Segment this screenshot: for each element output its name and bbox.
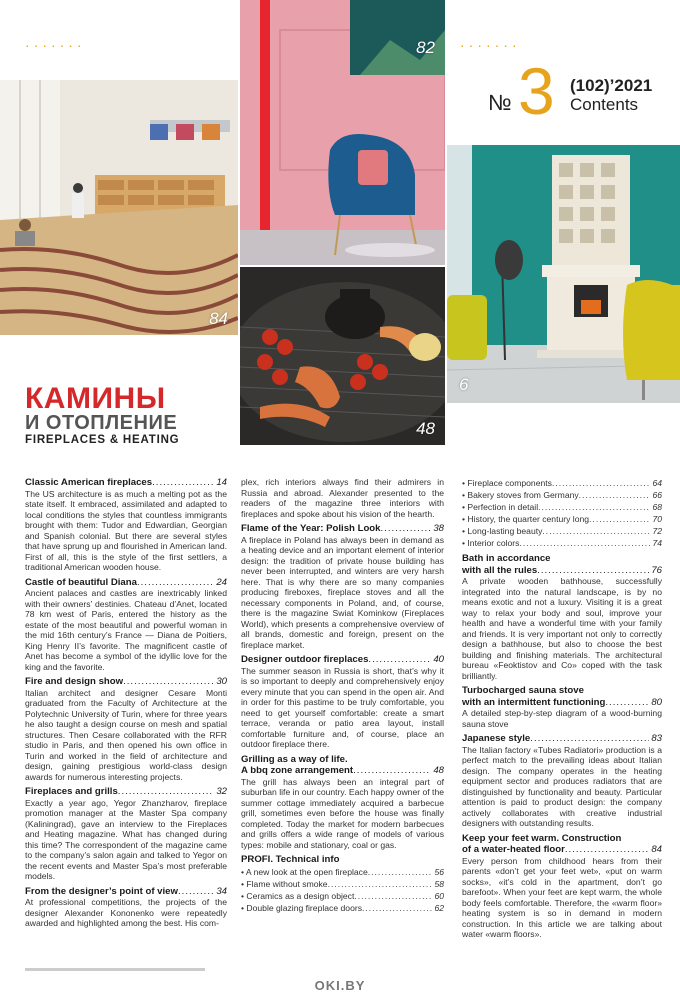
watermark: OKI.BY [314, 978, 366, 993]
contents-column-1 [25, 477, 227, 933]
entry-title-line: with all the rules [462, 564, 538, 576]
profi-item: • Bakery stoves from Germany ..... 66 [462, 489, 662, 501]
entry-text: The Italian factory «Tubes Radiatori» production is a perfect match to the prevailing ideas about Italian design. The company operates in the heating equipment sector and produces radiators that are distinguished by functionality and beauty. Particular attention is paid to product design: the company actively collaborates with creative industrial designers with outstanding results. [462, 744, 662, 828]
entry-title-line: of a water-heated floor [462, 844, 565, 855]
contents-entry [241, 754, 444, 851]
profi-item: • Long-lasting beauty ..... 72 [462, 525, 662, 537]
tiled-stove-illustration [447, 145, 680, 403]
entry-text: The US architecture is as much a melting pot as the state itself. It embraced, assimilated and adapted to local conditions the styles that countless immigrants brought with them: Tudor and Edwardian, Georgian and Spanish colonial. But there are several styles that have sprung up and flourished in American land. First of all, this is the style of the first settlers, a traditional American wooden house. [25, 488, 227, 572]
entry-text: A private wooden bathhouse, successfully integrated into the natural landscape, is by no means exotic and not a luxury. Visiting it is a great way to relax your body and soul, improve your health and have a wonderful time with your family and friends. It is very important not only to correctly design a bathhouse, but also to choose the best building and finishing materials. The architectural bureau «Feoktistov and Co» coped with the task brilliantly. [462, 576, 662, 681]
entry-title: Designer outdoor fireplaces [241, 654, 369, 665]
issue-number: 3 [518, 54, 555, 128]
entry-text: Ancient palaces and castles are inextricably linked with their owners’ destinies. Chateau d’Anet, located 78 km west of Paris, entered the history as the estate of the most beautiful and powerful woman in the mid 16th century’s France — Diana de Poitiers, King Henry II’s favorite. The magnificent castle of Anet has become a symbol of the idyllic love for the king and the favorite. [25, 588, 227, 672]
contents-entry [462, 685, 662, 729]
contents-entry [462, 833, 662, 940]
entry-page: 84 [651, 844, 662, 855]
magazine-logo [25, 382, 235, 447]
entry-title: Fireplaces and grills [25, 786, 118, 797]
entry-title-line: Bath in accordance [462, 553, 551, 564]
profi-section [241, 854, 444, 914]
entry-text: The grill has always been an integral part of suburban life in our country. Each happy owner of the summer cottage immediately acquired a barbecue grill, sometimes even before the house was finally completed. Today the market for modern barbecues and grills offers a wide range of models of various types: mobile and stationary, coal or gas. [241, 776, 444, 850]
entry-title-line: Grilling as a way of life. [241, 753, 348, 765]
entry-title: Classic American fireplaces [25, 477, 153, 488]
profi-item: • History, the quarter century long ..... 70 [462, 513, 662, 525]
entry-page: 32 [216, 786, 227, 797]
profi-item: • Fireplace components ..... 64 [462, 477, 662, 489]
entry-page: 38 [433, 523, 444, 534]
contents-column-3 [462, 477, 662, 944]
entry-text: The summer season in Russia is short, that’s why it is so important to deeply and comprehensively enjoy every minute that you can spend in the open air. And in order for this pastime to be truly comfortable, you need to get yourself comfortable: create a smart terrace, veranda or patio area layout, install comfortable furniture and, of course, place an outdoor fireplace there. [241, 665, 444, 749]
entry-page: 40 [433, 654, 444, 665]
entry-text: A fireplace in Poland has always been in demand as a heating device and an important element of interior design: the tradition of private house building has never been interrupted, and winters are very harsh here. That is why there are so many companies producing fireboxes, fireplace stoves and all the necessary components in Poland, and, of course, there is the magazine Swiat Kominkow (Fireplaces World), which presents a comprehensive overview of all brands, domestic and foreign, present on the fireplace market. [241, 534, 444, 650]
entry-text: Italian architect and designer Cesare Monti graduated from the Faculty of Architecture at the Polytechnic University of Turin, where for three years he also taught a design course on mesh and spatial structures. Then Cesare collaborated with the RFR studio in Paris, and then opened his own office in Turin and worked in the field of architecture and design, gaining prestigious world-class design awards for numerous interesting projects. [25, 687, 227, 782]
photo-page-number: 84 [209, 309, 228, 328]
children-room-illustration [0, 80, 238, 335]
decorative-dots-left: ······· [25, 37, 86, 53]
pink-chair-photo [240, 0, 445, 265]
entry-page: 76 [651, 564, 662, 576]
entry-title-line: with an intermittent functioning [462, 696, 606, 708]
contents-entry [25, 477, 227, 573]
contents-entry [241, 654, 444, 750]
profi-item: • Interior colors ..... 74 [462, 537, 662, 549]
entry-text: A detailed step-by-step diagram of a wood-burning sauna stove [462, 708, 662, 729]
entry-page: 24 [216, 576, 227, 588]
entry-text-continued: plex, rich interiors always find their admirers in Russia and abroad. Alexander presented to the readers of the magazine three interiors with fireplaces and spoke about his vision of the hearth. [241, 477, 444, 519]
contents-entry [25, 886, 227, 929]
issue-header [488, 54, 678, 130]
profi-items-continued [462, 477, 662, 549]
entry-text: At professional competitions, the projects of the designer Alexander Kononenko were repeatedly awarded and highlighted among the best. His com- [25, 897, 227, 928]
profi-item: • Perfection in detail ..... 68 [462, 501, 662, 513]
photo-page-number: 6 [459, 375, 469, 394]
contents-entry [25, 786, 227, 882]
entry-text: Exactly a year ago, Yegor Zhanzharov, fireplace promotion manager at the Master Spa company (Kaliningrad), gave an interview to the Fireplaces and Heating magazine. What has changed during this time? The correspondent of the magazine came to the company’s salon again and talked to Yegor on the recent events and Master Spa’s most preferable models. [25, 797, 227, 881]
entry-title-line: A bbq zone arrangement [241, 765, 354, 776]
issue-number-symbol: № [488, 90, 512, 115]
profi-item: • A new look at the open fireplace ..... 56 [241, 866, 444, 878]
logo-line-3: FIREPLACES & HEATING [25, 434, 180, 446]
profi-item: • Flame without smoke ..... 58 [241, 878, 444, 890]
entry-title: Fire and design show [25, 676, 124, 687]
entry-page: 83 [651, 733, 662, 744]
profi-item: • Ceramics as a design object ..... 60 [241, 890, 444, 902]
entry-title-line: Keep your feet warm. Construction [462, 832, 622, 844]
contents-entry [462, 553, 662, 681]
bbq-grill-photo [240, 267, 445, 445]
entry-page: 14 [216, 477, 227, 488]
entry-page: 48 [433, 765, 444, 776]
profi-title: PROFI. Technical info [241, 854, 340, 865]
pink-room-illustration [240, 0, 445, 265]
contents-entry [241, 523, 444, 650]
profi-item: • Double glazing fireplace doors ..... 62 [241, 902, 444, 914]
entry-page: 34 [216, 885, 227, 897]
entry-title: From the designer’s point of view [25, 885, 178, 897]
entry-page: 80 [651, 696, 662, 708]
entry-title: Castle of beautiful Diana [25, 576, 137, 588]
contents-column-2 [241, 477, 444, 918]
entry-text: Every person from childhood hears from their parents «don’t get your feet wet», «put on warm socks», «it’s cold in the apartment, don’t go barefoot». When your feet are kept warm, the whole body feels comfortable. Therefore, the «warm floor» heating system is so in demand in modern construction. In this article we are talking about water «warm floors». [462, 855, 662, 939]
photo-page-number: 48 [416, 419, 435, 438]
logo-line-2: И ОТОПЛЕНИЕ [25, 412, 178, 434]
contents-label: Contents [570, 95, 639, 114]
entry-title: Japanese style [462, 733, 531, 744]
entry-page: 30 [216, 676, 227, 687]
decorative-dots-right: ······· [460, 37, 521, 53]
contents-entry [462, 733, 662, 829]
bbq-grill-illustration [240, 267, 445, 445]
logo-line-1: КАМИНЫ [25, 382, 166, 415]
contents-entry [25, 676, 227, 782]
entry-title: Flame of the Year: Polish Look [241, 523, 381, 534]
footer-rule [25, 968, 205, 971]
contents-entry [25, 577, 227, 673]
issue-detail: (102)’2021 [570, 76, 653, 95]
tiled-stove-photo [447, 145, 680, 403]
children-room-photo [0, 80, 238, 335]
entry-title-line: Turbocharged sauna stove [462, 685, 584, 696]
photo-page-number: 82 [416, 38, 435, 57]
